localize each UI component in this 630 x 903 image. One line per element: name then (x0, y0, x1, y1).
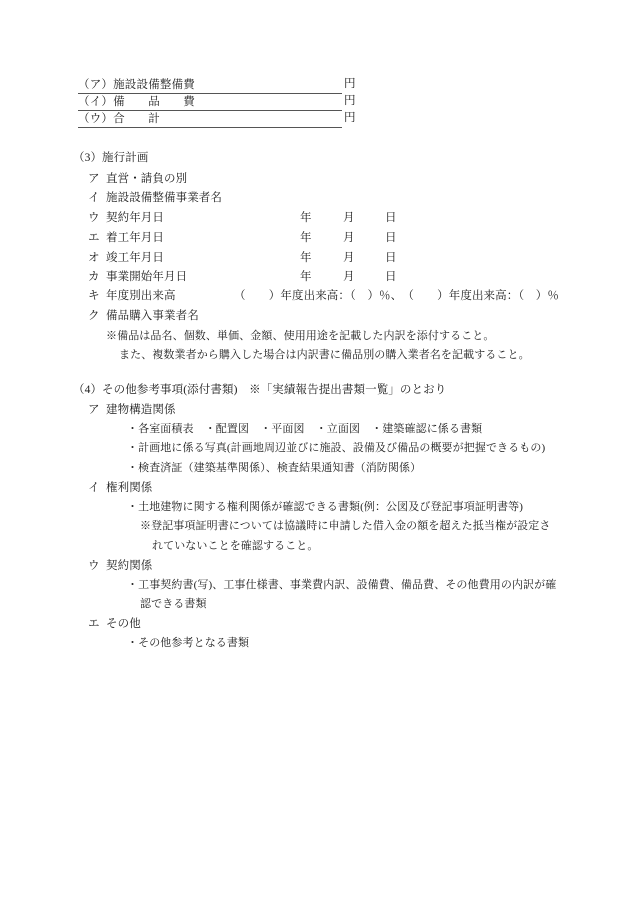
section-4-group-label: その他 (106, 618, 141, 630)
completion-date-day: 日 (385, 252, 397, 264)
section-4-group-marker: ウ (88, 560, 100, 572)
list-item-subnote: ※登記事項証明書については協議時に申請した借入金の額を超えた抵当権が設定さ (140, 520, 551, 532)
table-row (78, 110, 342, 127)
completion-date-month: 月 (343, 252, 355, 264)
cost-row-label: 備 品 費 (113, 95, 196, 108)
cost-row-unit: 円 (344, 95, 356, 107)
section-3-item-label: 備品購入事業者名 (106, 310, 199, 322)
section-3-note: ※備品は品名、個数、単価、金額、使用用途を記載した内訳を添付すること。 (106, 330, 495, 342)
section-3-item-marker: ク (88, 310, 100, 322)
cost-row-marker: （イ） (78, 95, 114, 108)
table-row (78, 76, 342, 93)
list-item: ・その他参考となる書類 (127, 637, 250, 649)
yearly-progress-value: （ ）年度出来高：（ ）％、 （ ）年度出来高：（ ）％ (234, 290, 559, 302)
section-3-item-marker: カ (88, 271, 100, 283)
section-4-group-marker: イ (88, 482, 100, 494)
start-date-month: 月 (343, 232, 355, 244)
business-start-date-day: 日 (385, 271, 397, 283)
list-item: ・計画地に係る写真(計画地周辺並びに施設、設備及び備品の概要が把握できるもの) (127, 442, 546, 454)
section-3-note: また、複数業者から購入した場合は内訳書に備品別の購入業者名を記載すること。 (119, 349, 530, 361)
section-3-item-marker: キ (88, 290, 100, 302)
cost-row-marker: （ア） (78, 78, 114, 91)
list-item: ・工事契約書(写)、工事仕様書、事業費内訳、設備費、備品費、その他費用の内訳が確 (127, 579, 557, 591)
start-date-day: 日 (385, 232, 397, 244)
section-3-item-marker: オ (88, 252, 100, 264)
contract-date-year: 年 (300, 212, 312, 224)
cost-row-cell (78, 93, 342, 110)
section-4-group-marker: エ (88, 618, 100, 630)
section-3-item-label: 施設設備整備事業者名 (106, 192, 222, 204)
section-3-item-marker: ア (88, 173, 100, 185)
cost-row-marker: （ウ） (78, 112, 114, 125)
cost-row-unit: 円 (344, 112, 356, 124)
table-row (78, 93, 342, 110)
list-item: ・検査済証（建築基準関係）、検査結果通知書（消防関係） (127, 462, 422, 474)
contract-date-month: 月 (343, 212, 355, 224)
section-3-item-marker: エ (88, 232, 100, 244)
section-3-heading: （3）施行計画 (73, 152, 149, 164)
section-3-item-marker: イ (88, 192, 100, 204)
cost-row-cell (78, 110, 342, 127)
start-date-year: 年 (300, 232, 312, 244)
list-item: ・各室面積表 ・配置図 ・平面図 ・立面図 ・建築確認に係る書類 (127, 423, 483, 435)
business-start-date-year: 年 (300, 271, 312, 283)
cost-row-cell (78, 76, 342, 93)
cost-row-label: 施設設備整備費 (113, 78, 196, 91)
section-3-item-label: 事業開始年月日 (106, 271, 188, 283)
section-3-item-label: 契約年月日 (106, 212, 164, 224)
completion-date-year: 年 (300, 252, 312, 264)
business-start-date-month: 月 (343, 271, 355, 283)
list-item-continuation: 認できる書類 (140, 598, 207, 610)
section-3-item-label: 竣工年月日 (106, 252, 164, 264)
section-4-group-label: 契約関係 (106, 560, 153, 572)
cost-table (78, 76, 342, 128)
section-3-item-marker: ウ (88, 212, 100, 224)
cost-row-unit: 円 (344, 78, 356, 90)
section-4-group-marker: ア (88, 404, 100, 416)
cost-row-label: 合 計 (113, 112, 160, 125)
section-4-group-label: 権利関係 (106, 482, 153, 494)
section-4-group-label: 建物構造関係 (106, 404, 176, 416)
section-3-item-label: 直営・請負の別 (106, 173, 188, 185)
section-3-item-label: 着工年月日 (106, 232, 164, 244)
contract-date-day: 日 (385, 212, 397, 224)
list-item-subnote: れていないことを確認すること。 (152, 540, 319, 552)
section-4-heading: （4）その他参考事項(添付書類) ※「実績報告提出書類一覧」のとおり (73, 384, 447, 396)
section-3-item-label: 年度別出来高 (106, 290, 176, 302)
list-item: ・土地建物に関する権利関係が確認できる書類(例：公図及び登記事項証明書等) (127, 501, 524, 513)
